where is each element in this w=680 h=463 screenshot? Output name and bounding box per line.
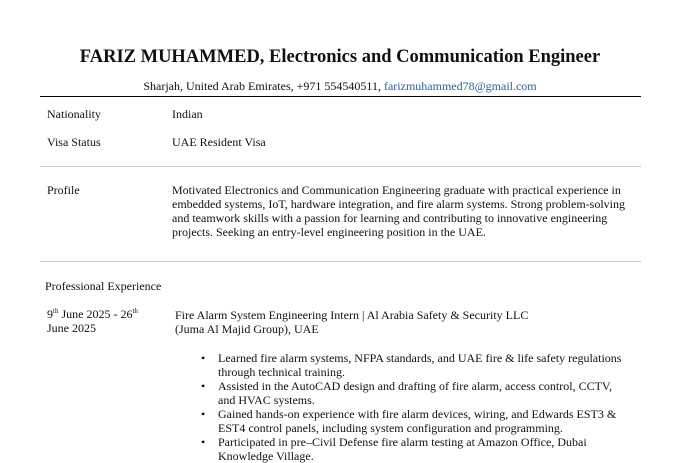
section-divider: [40, 261, 641, 262]
profile-line: and teamwork skills with a passion for learning and contributing to innovative engineering: [172, 211, 608, 225]
profile-line: projects. Seeking an entry-level engineering position in the UAE.: [172, 225, 486, 239]
bullet-line: Gained hands-on experience with fire alarm devices, wiring, and Edwards EST3 &: [218, 407, 617, 421]
date-text: June 2025 - 26: [58, 307, 133, 321]
resume-title: FARIZ MUHAMMED, Electronics and Communication Engineer: [79, 47, 601, 67]
list-item: [198, 379, 648, 407]
date-suffix: th: [53, 307, 59, 315]
profile-summary: [172, 183, 642, 239]
bullet-icon: •: [201, 379, 206, 393]
header-rule: [40, 96, 641, 97]
visa-status-label: Visa Status: [47, 135, 101, 149]
date-text: 9: [47, 307, 53, 321]
profile-line: embedded systems, IoT, hardware integration, and fire alarm systems. Strong problem-solving: [172, 197, 625, 211]
email-link[interactable]: farizmuhammed78@gmail.com: [383, 79, 537, 93]
contact-line: [0, 79, 680, 93]
list-item: [198, 407, 648, 435]
nationality-value: Indian: [172, 107, 203, 121]
bullet-icon: •: [201, 435, 206, 449]
nationality-label: Nationality: [47, 107, 101, 121]
bullet-line: through technical training.: [218, 365, 345, 379]
job-title-line: Fire Alarm System Engineering Intern | Al Arabia Safety & Security LLC: [175, 308, 529, 322]
contact-text: Sharjah, United Arab Emirates, +971 554540511,: [143, 79, 384, 93]
visa-status-value: UAE Resident Visa: [172, 135, 266, 149]
bullet-line: Assisted in the AutoCAD design and drafting of fire alarm, access control, CCTV,: [218, 379, 613, 393]
responsibility-list: [198, 351, 648, 463]
profile-label: Profile: [47, 183, 80, 197]
bullet-line: and HVAC systems.: [218, 393, 315, 407]
bullet-line: Knowledge Village.: [218, 449, 314, 463]
bullet-line: EST4 control panels, including system configuration and programming.: [218, 421, 563, 435]
profile-line: Motivated Electronics and Communication Engineering graduate with practical experience in: [172, 183, 621, 197]
bullet-line: Participated in pre–Civil Defense fire alarm testing at Amazon Office, Dubai: [218, 435, 587, 449]
experience-heading: Professional Experience: [45, 279, 162, 293]
date-text: June 2025: [47, 321, 96, 335]
list-item: [198, 351, 648, 379]
job-title-line: (Juma Al Majid Group), UAE: [175, 322, 319, 336]
bullet-icon: •: [201, 351, 206, 365]
bullet-icon: •: [201, 407, 206, 421]
bullet-line: Learned fire alarm systems, NFPA standards, and UAE fire & life safety regulations: [218, 351, 622, 365]
section-divider: [40, 166, 641, 167]
job-title: [175, 308, 528, 336]
job-date-range: [47, 307, 138, 335]
date-suffix: th: [132, 307, 138, 315]
